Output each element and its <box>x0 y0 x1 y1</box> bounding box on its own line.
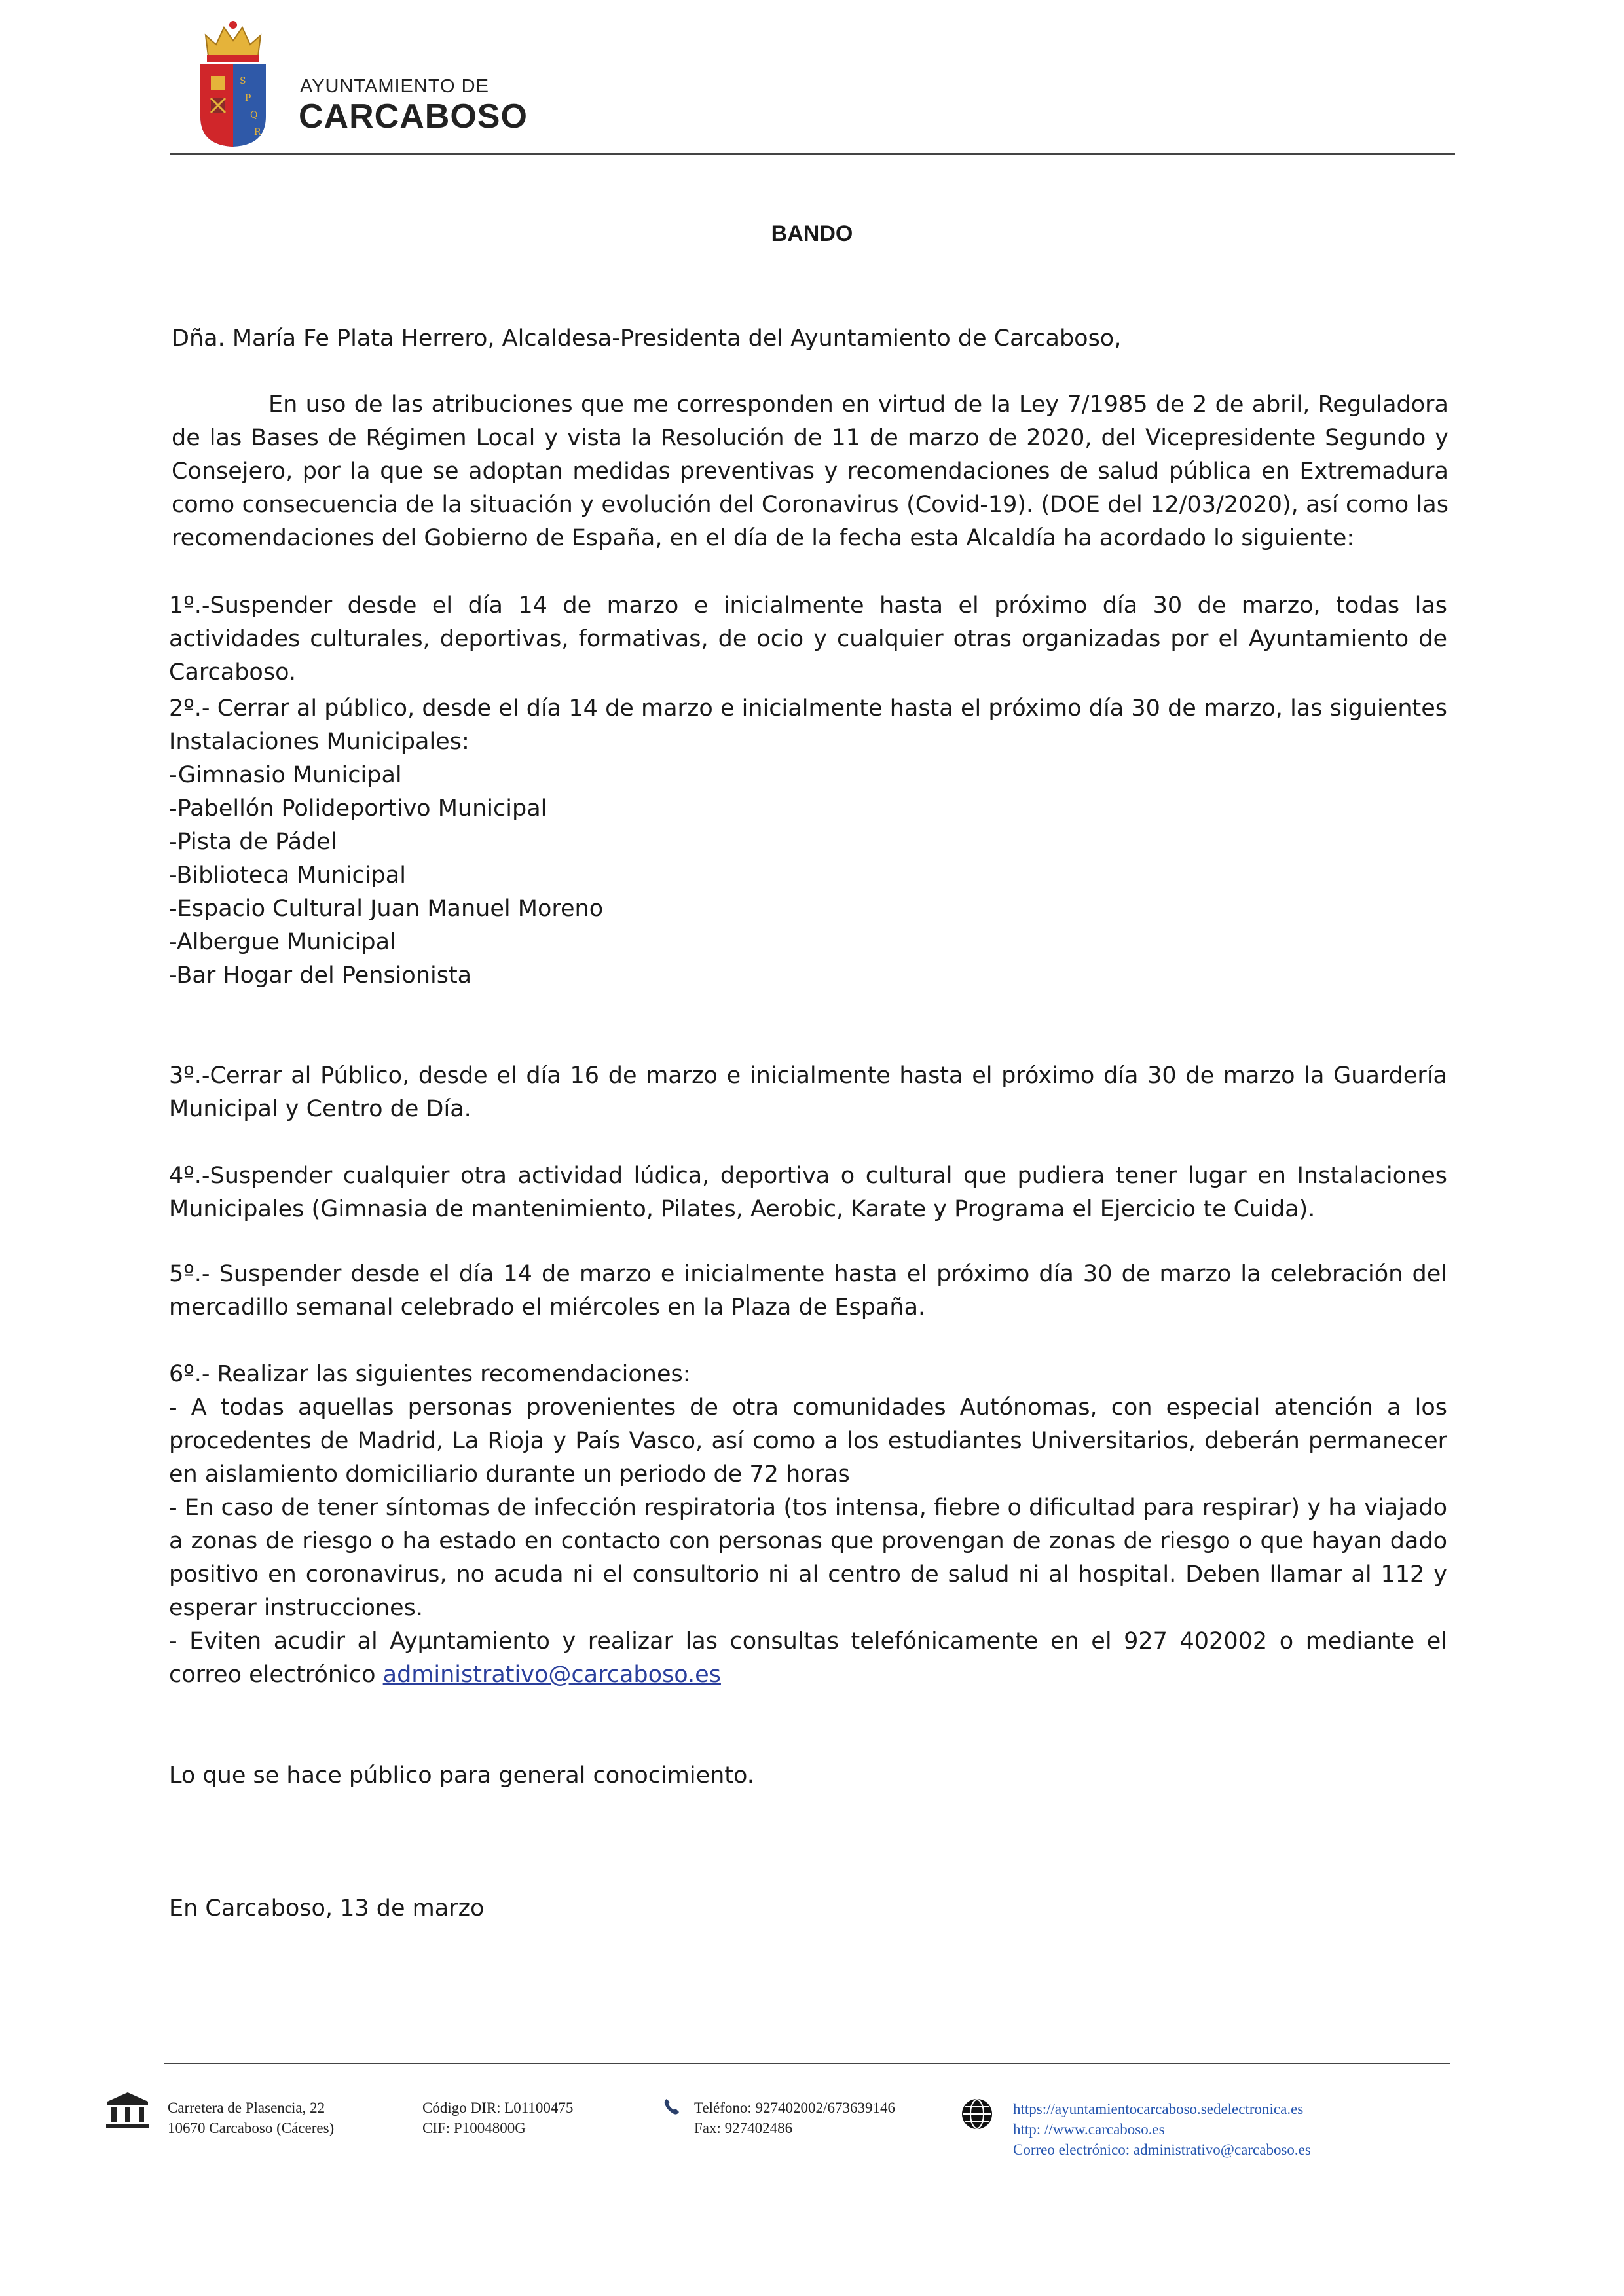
cif-code: CIF: P1004800G <box>422 2120 526 2136</box>
municipal-crest-logo <box>196 18 270 149</box>
address-line-2: 10670 Carcaboso (Cáceres) <box>168 2120 335 2136</box>
globe-icon <box>961 2098 993 2130</box>
facility-item: -Bar Hogar del Pensionista <box>169 962 472 989</box>
phone-icon <box>663 2098 681 2116</box>
recommendation-2: - En caso de tener síntomas de infección respiratoria (tos intensa, fiebre o dificultad para respirar) y ha viajado a zonas de riesgo o ha estado en contacto con personas que provengan de zonas de riesgo o que hayan dado positivo en coronavirus, no acuda ni el consultorio ni al centro de salud ni al hospital. Deben llamar al 112 y esperar instrucciones. <box>169 1495 1447 1621</box>
document-title: BANDO <box>771 221 853 246</box>
phone-number: Teléfono: 927402002/673639146 <box>694 2100 895 2116</box>
crest-letter-p: P <box>245 93 251 103</box>
measure-2 <box>169 692 1447 993</box>
org-prefix: AYUNTAMIENTO DE <box>300 76 489 97</box>
footer-phone <box>694 2098 895 2138</box>
footer-email[interactable]: Correo electrónico: administrativo@carcaboso.es <box>1013 2141 1311 2158</box>
org-name: CARCABOSO <box>299 98 528 136</box>
address-line-1: Carretera de Plasencia, 22 <box>168 2100 325 2116</box>
crest-letter-q: Q <box>250 110 258 120</box>
measure-5: 5º.- Suspender desde el día 14 de marzo e inicialmente hasta el próximo día 30 de marzo la celebración del mercadillo semanal celebrado el miércoles en la Plaza de España. <box>169 1261 1447 1321</box>
website-link-2[interactable]: http: //www.carcaboso.es <box>1013 2121 1165 2138</box>
facility-item: -Espacio Cultural Juan Manuel Moreno <box>169 896 604 922</box>
footer-divider <box>164 2063 1450 2064</box>
measure-4: 4º.-Suspender cualquier otra actividad lúdica, deportiva o cultural que pudiera tener lugar en Instalaciones Municipales (Gimnasia de mantenimiento, Pilates, Aerobic, Karate y Programa el Ejercicio te Cuida). <box>169 1163 1447 1222</box>
recommendation-1: - A todas aquellas personas provenientes de otra comunidades Autónomas, con especial atención a los procedentes de Madrid, La Rioja y País Vasco, así como a los estudiantes Universitarios, deberán permanecer en aislamiento domiciliario durante un periodo de 72 horas <box>169 1394 1447 1487</box>
closing-statement: Lo que se hace público para general conocimiento. <box>169 1762 754 1789</box>
measure-3: 3º.-Cerrar al Público, desde el día 16 de marzo e inicialmente hasta el próximo día 30 de marzo la Guardería Municipal y Centro de Día. <box>169 1063 1447 1122</box>
measure-2-text: 2º.- Cerrar al público, desde el día 14 de marzo e inicialmente hasta el próximo día 30 de marzo, las siguientes Instalaciones Municipales: <box>169 695 1447 755</box>
facility-item: -Pista de Pádel <box>169 829 337 855</box>
facility-item: -Biblioteca Municipal <box>169 862 406 888</box>
facility-item: -Pabellón Polideportivo Municipal <box>169 795 547 822</box>
crest-letter-s: S <box>240 76 246 86</box>
measure-6-heading: 6º.- Realizar las siguientes recomendaciones: <box>169 1361 691 1387</box>
footer-codes <box>422 2098 573 2138</box>
facility-item: -Albergue Municipal <box>169 929 396 955</box>
fax-number: Fax: 927402486 <box>694 2120 793 2136</box>
greeting: Dña. María Fe Plata Herrero, Alcaldesa-Presidenta del Ayuntamiento de Carcaboso, <box>172 325 1122 352</box>
footer-web <box>1013 2099 1311 2160</box>
dir-code: Código DIR: L01100475 <box>422 2100 574 2116</box>
website-link-1[interactable]: https://ayuntamientocarcaboso.sedelectronica.es <box>1013 2101 1304 2117</box>
crest-letter-r: R <box>254 127 261 137</box>
building-icon <box>105 2091 151 2129</box>
email-link[interactable]: administrativo@carcaboso.es <box>382 1662 721 1688</box>
recommendation-3-text: - Eviten acudir al Ayµntamiento y realizar las consultas telefónicamente en el 927 402002 o mediante el correo electrónico <box>169 1628 1447 1688</box>
recommendation-3 <box>169 1625 1447 1692</box>
measure-1: 1º.-Suspender desde el día 14 de marzo e inicialmente hasta el próximo día 30 de marzo, todas las actividades culturales, deportivas, formativas, de ocio y cualquier otras organizadas por el Ayuntamiento de Carcaboso. <box>169 592 1447 685</box>
header-divider <box>170 153 1455 155</box>
place-and-date: En Carcaboso, 13 de marzo <box>169 1895 485 1922</box>
footer-address <box>168 2098 334 2138</box>
facility-item: -Gimnasio Municipal <box>169 762 402 788</box>
intro-paragraph: En uso de las atribuciones que me corresponden en virtud de la Ley 7/1985 de 2 de abril, Reguladora de las Bases de Régimen Local y vista la Resolución de 11 de marzo de 2020, del Vicepresidente Segundo y Consejero, por la que se adoptan medidas preventivas y recomendaciones de salud pública en Extremadura como consecuencia de la situación y evolución del Coronavirus (Covid-19). (DOE del 12/03/2020), así como las recomendaciones del Gobierno de España, en el día de la fecha esta Alcaldía ha acordado lo siguiente: <box>172 392 1449 551</box>
measure-6 <box>169 1358 1447 1692</box>
